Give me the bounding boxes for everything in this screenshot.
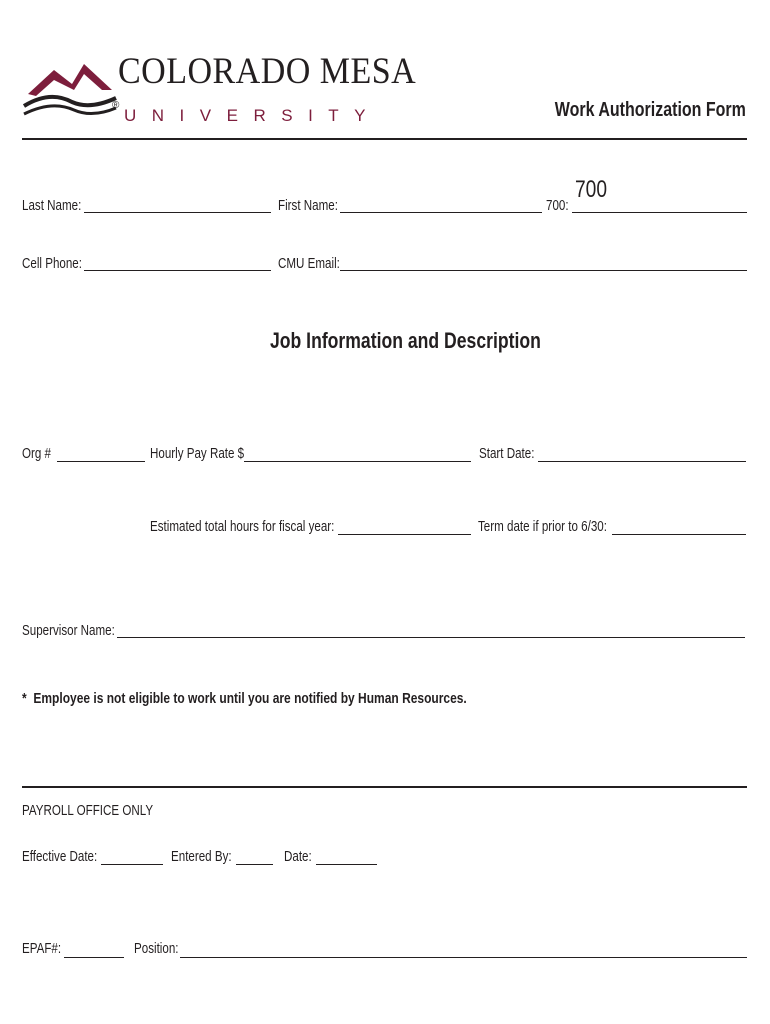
hourly-rate-label: Hourly Pay Rate $ bbox=[150, 446, 245, 462]
effective-date-label: Effective Date: bbox=[22, 849, 98, 865]
cmu-email-label: CMU Email: bbox=[278, 256, 340, 272]
org-label: Org # bbox=[22, 446, 52, 462]
payroll-rule bbox=[22, 786, 747, 788]
effective-date-field[interactable] bbox=[101, 864, 163, 865]
supervisor-name-field[interactable] bbox=[117, 637, 745, 638]
hourly-rate-field[interactable] bbox=[244, 461, 471, 462]
payroll-date-label: Date: bbox=[284, 849, 312, 865]
epaf-label: EPAF#: bbox=[22, 941, 62, 957]
cmu-email-field[interactable] bbox=[340, 270, 747, 271]
first-name-field[interactable] bbox=[340, 212, 542, 213]
university-subtitle: UNIVERSITY bbox=[124, 106, 382, 125]
epaf-field[interactable] bbox=[64, 957, 124, 958]
org-field[interactable] bbox=[57, 461, 145, 462]
payroll-title: PAYROLL OFFICE ONLY bbox=[22, 803, 154, 819]
id-label: 700: bbox=[546, 198, 569, 214]
university-name: COLORADO MESA bbox=[118, 51, 417, 92]
entered-by-field[interactable] bbox=[236, 864, 273, 865]
university-logo bbox=[20, 44, 417, 134]
start-date-label: Start Date: bbox=[479, 446, 535, 462]
header-rule bbox=[22, 138, 747, 140]
registered-mark: ® bbox=[112, 100, 120, 111]
section-heading: Job Information and Description bbox=[270, 328, 541, 353]
entered-by-label: Entered By: bbox=[171, 849, 232, 865]
note-asterisk: * bbox=[22, 690, 27, 707]
id-field[interactable] bbox=[572, 212, 747, 213]
form-title: Work Authorization Form bbox=[554, 99, 746, 121]
last-name-field[interactable] bbox=[84, 212, 271, 213]
mesa-mountain-icon bbox=[20, 50, 120, 120]
payroll-date-field[interactable] bbox=[316, 864, 377, 865]
first-name-label: First Name: bbox=[278, 198, 338, 214]
cell-phone-label: Cell Phone: bbox=[22, 256, 82, 272]
eligibility-note bbox=[22, 690, 467, 707]
note-text: Employee is not eligible to work until you are notified by Human Resources. bbox=[33, 690, 467, 707]
supervisor-name-label: Supervisor Name: bbox=[22, 623, 115, 639]
estimated-hours-label: Estimated total hours for fiscal year: bbox=[150, 519, 335, 535]
last-name-label: Last Name: bbox=[22, 198, 82, 214]
estimated-hours-field[interactable] bbox=[338, 534, 471, 535]
position-field[interactable] bbox=[180, 957, 747, 958]
term-date-field[interactable] bbox=[612, 534, 746, 535]
start-date-field[interactable] bbox=[538, 461, 746, 462]
cell-phone-field[interactable] bbox=[84, 270, 271, 271]
position-label: Position: bbox=[134, 941, 179, 957]
term-date-label: Term date if prior to 6/30: bbox=[478, 519, 607, 535]
id-value: 700 bbox=[575, 176, 608, 203]
